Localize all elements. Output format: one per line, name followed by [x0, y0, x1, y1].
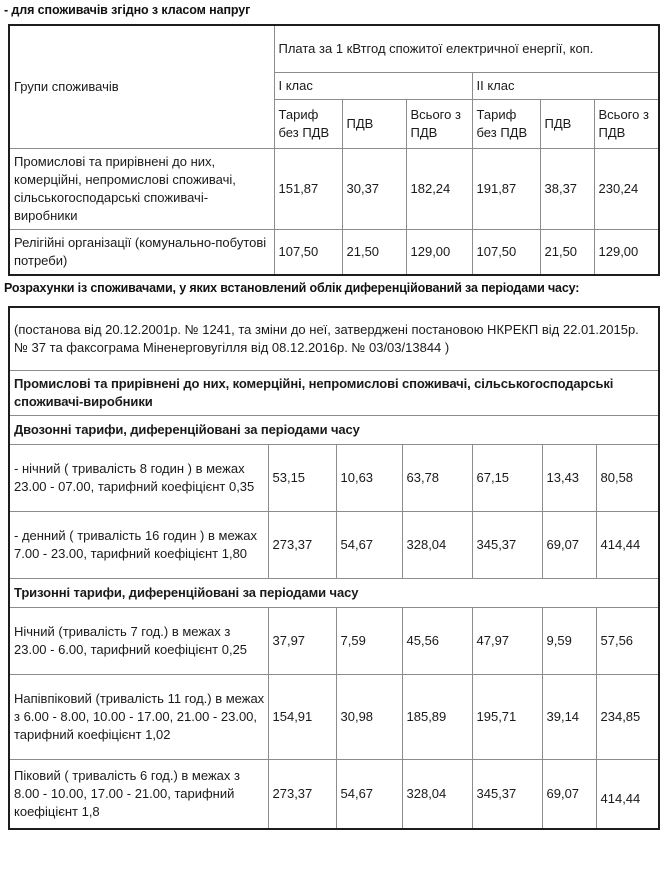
cell-c1-vat: 21,50 [342, 230, 406, 275]
cell-c1-total: 185,89 [402, 675, 472, 760]
cell-c1-vat: 30,98 [336, 675, 402, 760]
cell-c2-vat: 13,43 [542, 445, 596, 512]
cell-c1-tariff: 107,50 [274, 230, 342, 275]
header-c2-tariff-no-vat: Тариф без ПДВ [472, 100, 540, 149]
cell-c2-tariff: 345,37 [472, 512, 542, 579]
legal-basis-note: (постанова від 20.12.2001р. № 1241, та зміни до неї, затверджені постановою НКРЕКП від 22.01.2015р. № 37 та факсограма Міненерговугілля від 08.12.2016р. № 03/03/13844 ) [10, 308, 658, 371]
table-row [10, 675, 658, 760]
cell-c2-vat: 9,59 [542, 608, 596, 675]
table-header-row-payment [10, 26, 658, 73]
cell-c2-tariff: 345,37 [472, 760, 542, 829]
row-period-label: - нічний ( тривалість 8 годин ) в межах 23.00 - 07.00, тарифний коефіцієнт 0,35 [10, 445, 268, 512]
legal-note-row [10, 308, 658, 371]
cell-c1-tariff: 154,91 [268, 675, 336, 760]
band-label-three-zone: Тризонні тарифи, диференційовані за періодами часу [10, 579, 658, 608]
table-row [10, 512, 658, 579]
header-c2-vat: ПДВ [540, 100, 594, 149]
table-row [10, 608, 658, 675]
cell-c2-total: 80,58 [596, 445, 658, 512]
cell-c1-total: 328,04 [402, 760, 472, 829]
band-label-two-zone: Двозонні тарифи, диференційовані за періодами часу [10, 416, 658, 445]
row-period-label: Напівпіковий (тривалість 11 год.) в межах з 6.00 - 8.00, 10.00 - 17.00, 21.00 - 23.00, тарифний коефіцієнт 1,02 [10, 675, 268, 760]
cell-c1-vat: 7,59 [336, 608, 402, 675]
cell-c1-total: 63,78 [402, 445, 472, 512]
band-row-three-zone [10, 579, 658, 608]
cell-c2-tariff: 67,15 [472, 445, 542, 512]
header-c1-total-with-vat: Всього з ПДВ [406, 100, 472, 149]
cell-c2-total: 234,85 [596, 675, 658, 760]
cell-c2-vat: 38,37 [540, 149, 594, 230]
voltage-class-tariff-table [8, 24, 660, 276]
row-group-label: Релігійні організації (комунально-побутові потреби) [10, 230, 274, 275]
header-c1-vat: ПДВ [342, 100, 406, 149]
header-c1-tariff-no-vat: Тариф без ПДВ [274, 100, 342, 149]
row-period-label: Піковий ( тривалість 6 год.) в межах з 8.00 - 10.00, 17.00 - 21.00, тарифний коефіцієнт 1,8 [10, 760, 268, 829]
header-consumer-groups: Групи споживачів [10, 26, 274, 149]
cell-c2-total: 414,44 [596, 512, 658, 579]
cell-c1-vat: 54,67 [336, 760, 402, 829]
cell-c1-vat: 30,37 [342, 149, 406, 230]
band-row-consumers [10, 371, 658, 416]
cell-c2-tariff: 191,87 [472, 149, 540, 230]
cell-c1-tariff: 151,87 [274, 149, 342, 230]
cell-c1-total: 328,04 [402, 512, 472, 579]
cell-c1-tariff: 273,37 [268, 512, 336, 579]
header-class-1: I клас [274, 73, 472, 100]
header-payment-per-kwh: Плата за 1 кВтгод спожитої електричної енергії, коп. [274, 26, 658, 73]
cell-c2-total: 230,24 [594, 149, 658, 230]
cell-c1-vat: 54,67 [336, 512, 402, 579]
cell-c2-vat: 21,50 [540, 230, 594, 275]
cell-c2-vat: 69,07 [542, 760, 596, 829]
band-label-consumers: Промислові та прирівнені до них, комерційні, непромислові споживачі, сільськогосподарські споживачі-виробники [10, 371, 658, 416]
row-period-label: Нічний (тривалість 7 год.) в межах з 23.00 - 6.00, тарифний коефіцієнт 0,25 [10, 608, 268, 675]
cell-c1-vat: 10,63 [336, 445, 402, 512]
table-row [10, 760, 658, 829]
cell-c2-vat: 39,14 [542, 675, 596, 760]
cell-c2-tariff: 107,50 [472, 230, 540, 275]
cell-c1-total: 129,00 [406, 230, 472, 275]
tariff-grid-1 [10, 26, 658, 274]
time-zone-tariff-table [8, 306, 660, 830]
header-c2-total-with-vat: Всього з ПДВ [594, 100, 658, 149]
cell-c2-tariff: 195,71 [472, 675, 542, 760]
band-row-two-zone [10, 416, 658, 445]
page-title: - для споживачів згідно з класом напруг [4, 3, 251, 17]
cell-c1-total: 45,56 [402, 608, 472, 675]
cell-c1-tariff: 37,97 [268, 608, 336, 675]
cell-c2-vat: 69,07 [542, 512, 596, 579]
row-period-label: - денний ( тривалість 16 годин ) в межах 7.00 - 23.00, тарифний коефіцієнт 1,80 [10, 512, 268, 579]
cell-c1-tariff: 273,37 [268, 760, 336, 829]
cell-c1-tariff: 53,15 [268, 445, 336, 512]
cell-c1-total: 182,24 [406, 149, 472, 230]
cell-c2-total: 129,00 [594, 230, 658, 275]
table-row [10, 445, 658, 512]
cell-c2-total: 414,44 [596, 760, 658, 829]
header-class-2: II клас [472, 73, 658, 100]
differentiated-metering-note: Розрахунки із споживачами, у яких встановлений облік диференційований за періодами часу: [4, 281, 580, 295]
row-group-label: Промислові та прирівнені до них, комерційні, непромислові споживачі, сільськогосподарські споживачі-виробники [10, 149, 274, 230]
table-row [10, 230, 658, 275]
cell-c2-total: 57,56 [596, 608, 658, 675]
tariff-grid-2 [10, 308, 658, 828]
cell-c2-tariff: 47,97 [472, 608, 542, 675]
table-row [10, 149, 658, 230]
